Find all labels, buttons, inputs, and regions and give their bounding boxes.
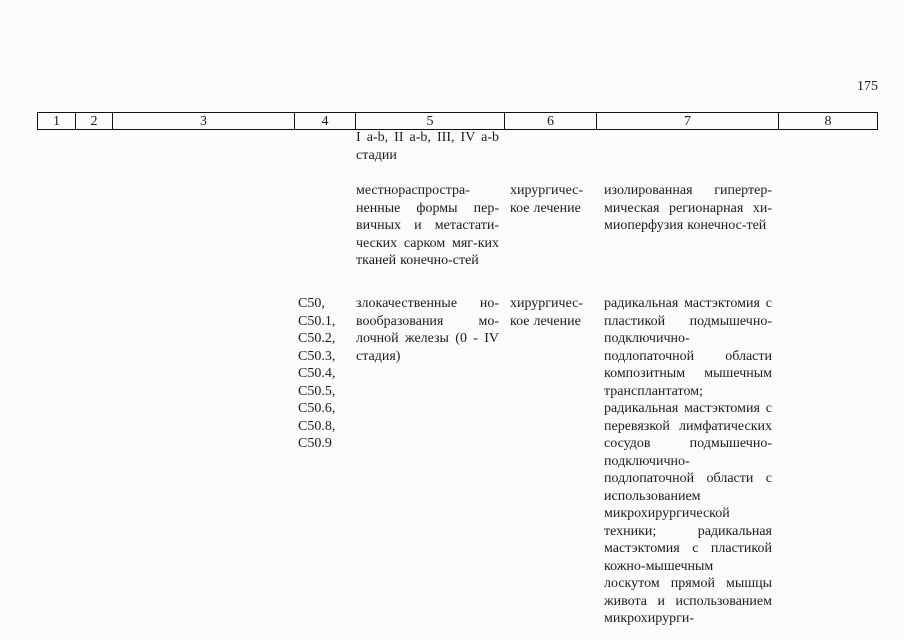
column-header-8: 8 (779, 113, 878, 130)
row2-method-text: изолированная гипертер-мическая регионарная хи-миоперфузия конечнос-тей (604, 183, 772, 233)
column-header-7: 7 (597, 113, 779, 130)
icd-code: C50.3, (298, 348, 336, 364)
row3-method-text: радикальная мастэктомия с пластикой подмышечно-подключично-подлопаточной области композитным мышечным трансплантатом; радикальная мастэктомия с перевязкой лимфатических сосудов подмышечно-подключично-подлопаточной области с использованием микрохирургической техники; радикальная мастэктомия с пластикой кожно-мышечным лоскутом прямой мышцы живота и использованием микрохирурги- (604, 296, 772, 626)
column-header-1: 1 (38, 113, 76, 130)
column-header-5: 5 (356, 113, 505, 130)
column-header-3: 3 (113, 113, 295, 130)
column-header-2: 2 (76, 113, 113, 130)
row3-treatment-type: хирургичес-кое лечение (510, 296, 584, 329)
column-header-row (38, 113, 878, 130)
icd-code: C50.6, (298, 401, 336, 416)
row1-stage-text: I a-b, II a-b, III, IV a-b стадии (356, 130, 499, 163)
icd-code: C50.4, (298, 366, 336, 381)
row3-icd-codes (298, 295, 353, 453)
column-header-4: 4 (295, 113, 356, 130)
row3-diagnosis-text: злокачественные но-вообразования мо-лочной железы (0 - IV стадия) (356, 296, 499, 364)
icd-code: C50.9 (298, 436, 332, 451)
icd-code: C50.2, (298, 331, 336, 346)
icd-code: C50.8, (298, 418, 336, 434)
row2-diagnosis-text: местнораспростра-ненные формы пер-вичных и метастати-ческих сарком мяг-ких тканей конечно-стей (356, 183, 499, 268)
icd-code: C50, (298, 296, 325, 311)
column-header-table (37, 112, 878, 130)
icd-code: C50.5, (298, 383, 336, 399)
column-header-6: 6 (505, 113, 597, 130)
icd-code: C50.1, (298, 313, 336, 329)
page-number: 175 (857, 79, 878, 94)
row2-treatment-type: хирургичес-кое лечение (510, 183, 584, 216)
